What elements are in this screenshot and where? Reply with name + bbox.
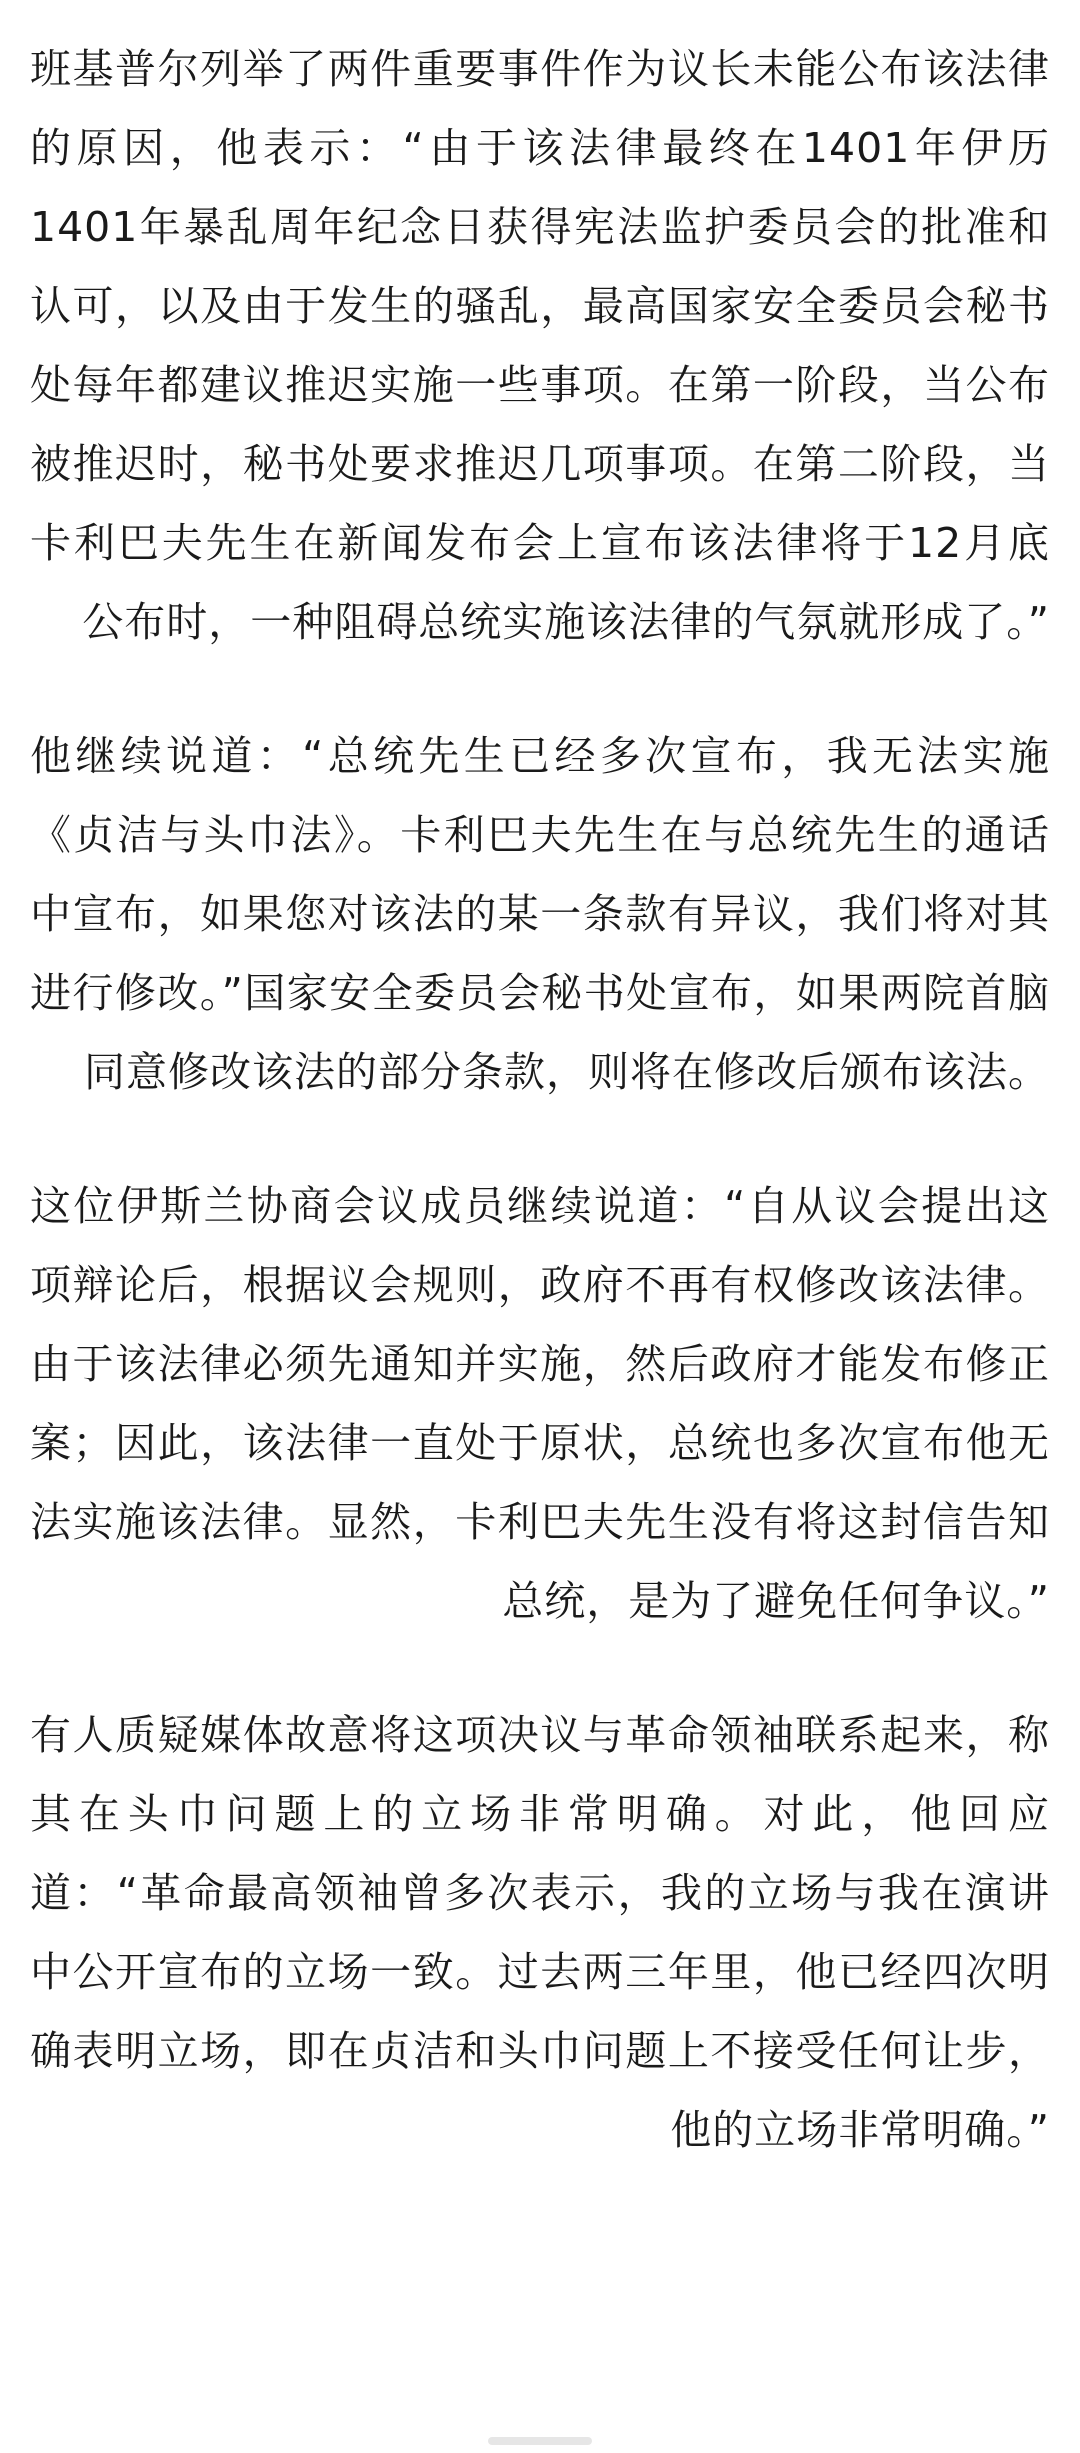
paragraph-1: 班基普尔列举了两件重要事件作为议长未能公布该法律的原因，他表示：“由于该法律最终在1401年伊历1401年暴乱周年纪念日获得宪法监护委员会的批准和认可，以及由于发生的骚乱，最高国家安全委员会秘书处每年都建议推迟实施一些事项。在第一阶段，当公布被推迟时，秘书处要求推迟几项事项。在第二阶段，当卡利巴夫先生在新闻发布会上宣布该法律将于12月底公布时，一种阻碍总统实施该法律的气氛就形成了。” — [30, 45, 1050, 646]
paragraph-3: 这位伊斯兰协商会议成员继续说道：“自从议会提出这项辩论后，根据议会规则，政府不再有权修改该法律。由于该法律必须先通知并实施，然后政府才能发布修正案；因此，该法律一直处于原状，总统也多次宣布他无法实施该法律。显然，卡利巴夫先生没有将这封信告知总统，是为了避免任何争议。” — [30, 1182, 1050, 1625]
paragraph-4: 有人质疑媒体故意将这项决议与革命领袖联系起来，称其在头巾问题上的立场非常明确。对此，他回应道：“革命最高领袖曾多次表示，我的立场与我在演讲中公开宣布的立场一致。过去两三年里，他已经四次明确表明立场，即在贞洁和头巾问题上不接受任何让步，他的立场非常明确。” — [30, 1711, 1050, 2154]
bottom-handle-bar — [488, 2437, 592, 2445]
article-body — [30, 30, 1050, 2170]
paragraph-2: 他继续说道：“总统先生已经多次宣布，我无法实施《贞洁与头巾法》。卡利巴夫先生在与总统先生的通话中宣布，如果您对该法的某一条款有异议，我们将对其进行修改。”国家安全委员会秘书处宣布，如果两院首脑同意修改该法的部分条款，则将在修改后颁布该法。 — [30, 732, 1050, 1096]
